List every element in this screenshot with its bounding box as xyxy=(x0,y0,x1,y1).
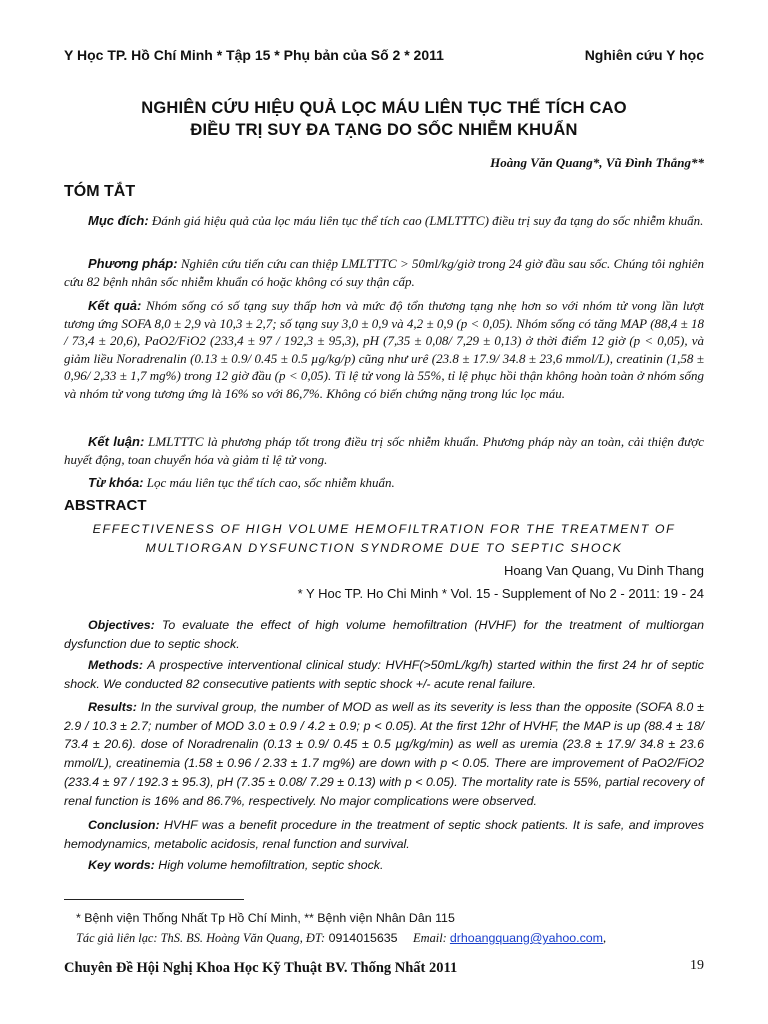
abstract-vn-keywords xyxy=(64,474,704,492)
text-tu-khoa: Lọc máu liên tục thể tích cao, sốc nhiễm khuẩn. xyxy=(143,475,395,490)
text-ket-qua: Nhóm sống có số tạng suy thấp hơn và mức độ tổn thương tạng nhẹ hơn so với nhóm tử vong lần lượt tương ứng SOFA 8,0 ± 2,9 và 10,3 ± 2,7; số tạng suy 3,0 ± 0,9 và 4,2 ± 0,9 (p < 0,05). Nhóm sống có tăng MAP (88,4 ± 18 / 73,4 ± 20,6), PaO2/FiO2 (233,4 ± 97 / 192,3 ± 95,3), pH (7,35 ± 0,08/ 7,29 ± 0,13) ở thời điểm 12 giờ (p < 0,05), và giảm liều Noradrenalin (0.13 ± 0.9/ 0.45 ± 0.5 µg/kg/p) cũng như urê (23.8 ± 17.9/ 34.8 ± 23,6 mmol/L), creatinin (1,58 ± 0,96/ 2,33 ± 1,7 mg%) trong 12 giờ đầu (p < 0,05). Tỉ lệ tử vong là 55%, tỉ lệ phục hồi thận không hoàn toàn ở nhóm sống và nhóm tử vong tương ứng là 16% so với 86,7%. Không có biến chứng nặng trong lúc lọc máu. xyxy=(64,298,704,401)
text-keywords: High volume hemofiltration, septic shock. xyxy=(154,858,384,872)
text-ket-luan: LMLTTTC là phương pháp tốt trong điều trị sốc nhiễm khuẩn. Phương pháp này an toàn, cải thiện được huyết động, toan chuyển hóa và giảm tỉ lệ tử vong. xyxy=(64,434,704,467)
abstract-vn-purpose xyxy=(64,212,704,230)
footnote-divider xyxy=(64,899,244,900)
running-header-section: Nghiên cứu Y học xyxy=(584,47,704,63)
authors-vietnamese: Hoàng Văn Quang*, Vũ Đình Thắng** xyxy=(490,155,704,170)
text-objectives: To evaluate the effect of high volume hemofiltration (HVHF) for the treatment of multiorgan dysfunction due to septic shock. xyxy=(64,618,704,651)
email-link[interactable]: drhoangquang@yahoo.com xyxy=(449,931,604,945)
article-title-line-2: ĐIỀU TRỊ SUY ĐA TẠNG DO SỐC NHIỄM KHUẨN xyxy=(190,121,578,139)
text-muc-dich: Đánh giá hiệu quả của lọc máu liên tục thể tích cao (LMLTTTC) điều trị suy đa tạng do sốc nhiễm khuẩn. xyxy=(148,213,704,228)
label-conclusion: Conclusion: xyxy=(88,818,160,832)
english-title-line-2: MULTIORGAN DYSFUNCTION SYNDROME DUE TO SEPTIC SHOCK xyxy=(145,541,623,555)
abstract-vn-conclusion xyxy=(64,433,704,468)
english-title-line-1: EFFECTIVENESS OF HIGH VOLUME HEMOFILTRATION FOR THE TREATMENT OF xyxy=(92,522,676,536)
text-results: In the survival group, the number of MOD as well as its severity is less than the opposite (SOFA 8.0 ± 2.9 / 10.3 ± 2.7; number of MOD 3.0 ± 0.9 / 4.2 ± 0.9; p < 0.05). At the first 12hr of HVHF, the MAP is up (88.4 ± 18/ 73.4 ± 20.6). dose of Noradrenalin (0.13 ± 0.9/ 0.45 ± 0.5 µg/kg/min) as well as uremia (23.8 ± 17.9/ 34.8 ± 23.6 mmol/L), creatinemia (1.58 ± 0.96 / 2.33 ± 1.7 mg%) are down with p < 0.05. There are improvement of PaO2/FiO2 (233.4 ± 97 / 192.3 ± 95.3), pH (7.35 ± 0.08/ 7.29 ± 0.13) with p < 0.05). The mortality rate is 55%, partial recovery of renal function is 16% and 86.7%, respectively. No major complications were observed. xyxy=(64,700,704,808)
phone-number: 0914015635 xyxy=(325,931,398,945)
label-ket-luan: Kết luận: xyxy=(88,434,145,449)
label-muc-dich: Mục đích: xyxy=(88,213,149,228)
text-methods: A prospective interventional clinical study: HVHF(>50mL/kg/h) started within the first 24 hr of septic shock. We conducted 82 consecutive patients with septic shock +/- acute renal failure. xyxy=(64,658,704,691)
abstract-vn-results xyxy=(64,297,704,402)
page-number: 19 xyxy=(690,958,704,973)
section-heading-tomtat: TÓM TẮT xyxy=(64,183,136,200)
phone-label: ĐT: xyxy=(305,931,326,945)
label-phuong-phap: Phương pháp: xyxy=(88,256,178,271)
authors-english: Hoang Van Quang, Vu Dinh Thang xyxy=(504,563,704,578)
abstract-en-methods xyxy=(64,656,704,693)
citation: * Y Hoc TP. Ho Chi Minh * Vol. 15 - Supplement of No 2 - 2011: 19 - 24 xyxy=(297,586,704,601)
label-objectives: Objectives: xyxy=(88,618,155,632)
footnote-contact xyxy=(76,931,606,946)
label-results: Results: xyxy=(88,700,137,714)
label-tu-khoa: Từ khóa: xyxy=(88,475,144,490)
email-suffix: , xyxy=(603,931,607,945)
abstract-vn-methods xyxy=(64,255,704,290)
abstract-en-results xyxy=(64,698,704,810)
abstract-en-keywords xyxy=(64,856,704,875)
contact-label: Tác giả liên lạc: xyxy=(76,931,158,945)
label-keywords: Key words: xyxy=(88,858,155,872)
section-heading-abstract: ABSTRACT xyxy=(64,497,147,514)
text-conclusion: HVHF was a benefit procedure in the treatment of septic shock patients. It is safe, and improves hemodynamics, metabolic acidosis, renal function and survival. xyxy=(64,818,704,851)
email-label: Email: xyxy=(413,931,447,945)
abstract-en-objectives xyxy=(64,616,704,653)
text-phuong-phap: Nghiên cứu tiến cứu can thiệp LMLTTTC > 50ml/kg/giờ trong 24 giờ đầu sau sốc. Chúng tôi nghiên cứu 82 bệnh nhân sốc nhiễm khuẩn có hoặc không có suy thận cấp. xyxy=(64,256,705,289)
contact-name: ThS. BS. Hoàng Văn Quang, xyxy=(157,931,306,945)
label-ket-qua: Kết quả: xyxy=(88,298,142,313)
abstract-en-conclusion xyxy=(64,816,704,853)
footer-conference: Chuyên Đề Hội Nghị Khoa Học Kỹ Thuật BV. Thống Nhất 2011 xyxy=(64,960,458,976)
label-methods: Methods: xyxy=(88,658,144,672)
footnote-affiliations: * Bệnh viện Thống Nhất Tp Hồ Chí Minh, ** Bệnh viện Nhân Dân 115 xyxy=(76,911,455,925)
article-title-line-1: NGHIÊN CỨU HIỆU QUẢ LỌC MÁU LIÊN TỤC THỂ TÍCH CAO xyxy=(141,99,627,117)
running-header-journal: Y Học TP. Hồ Chí Minh * Tập 15 * Phụ bản của Số 2 * 2011 xyxy=(64,47,444,63)
